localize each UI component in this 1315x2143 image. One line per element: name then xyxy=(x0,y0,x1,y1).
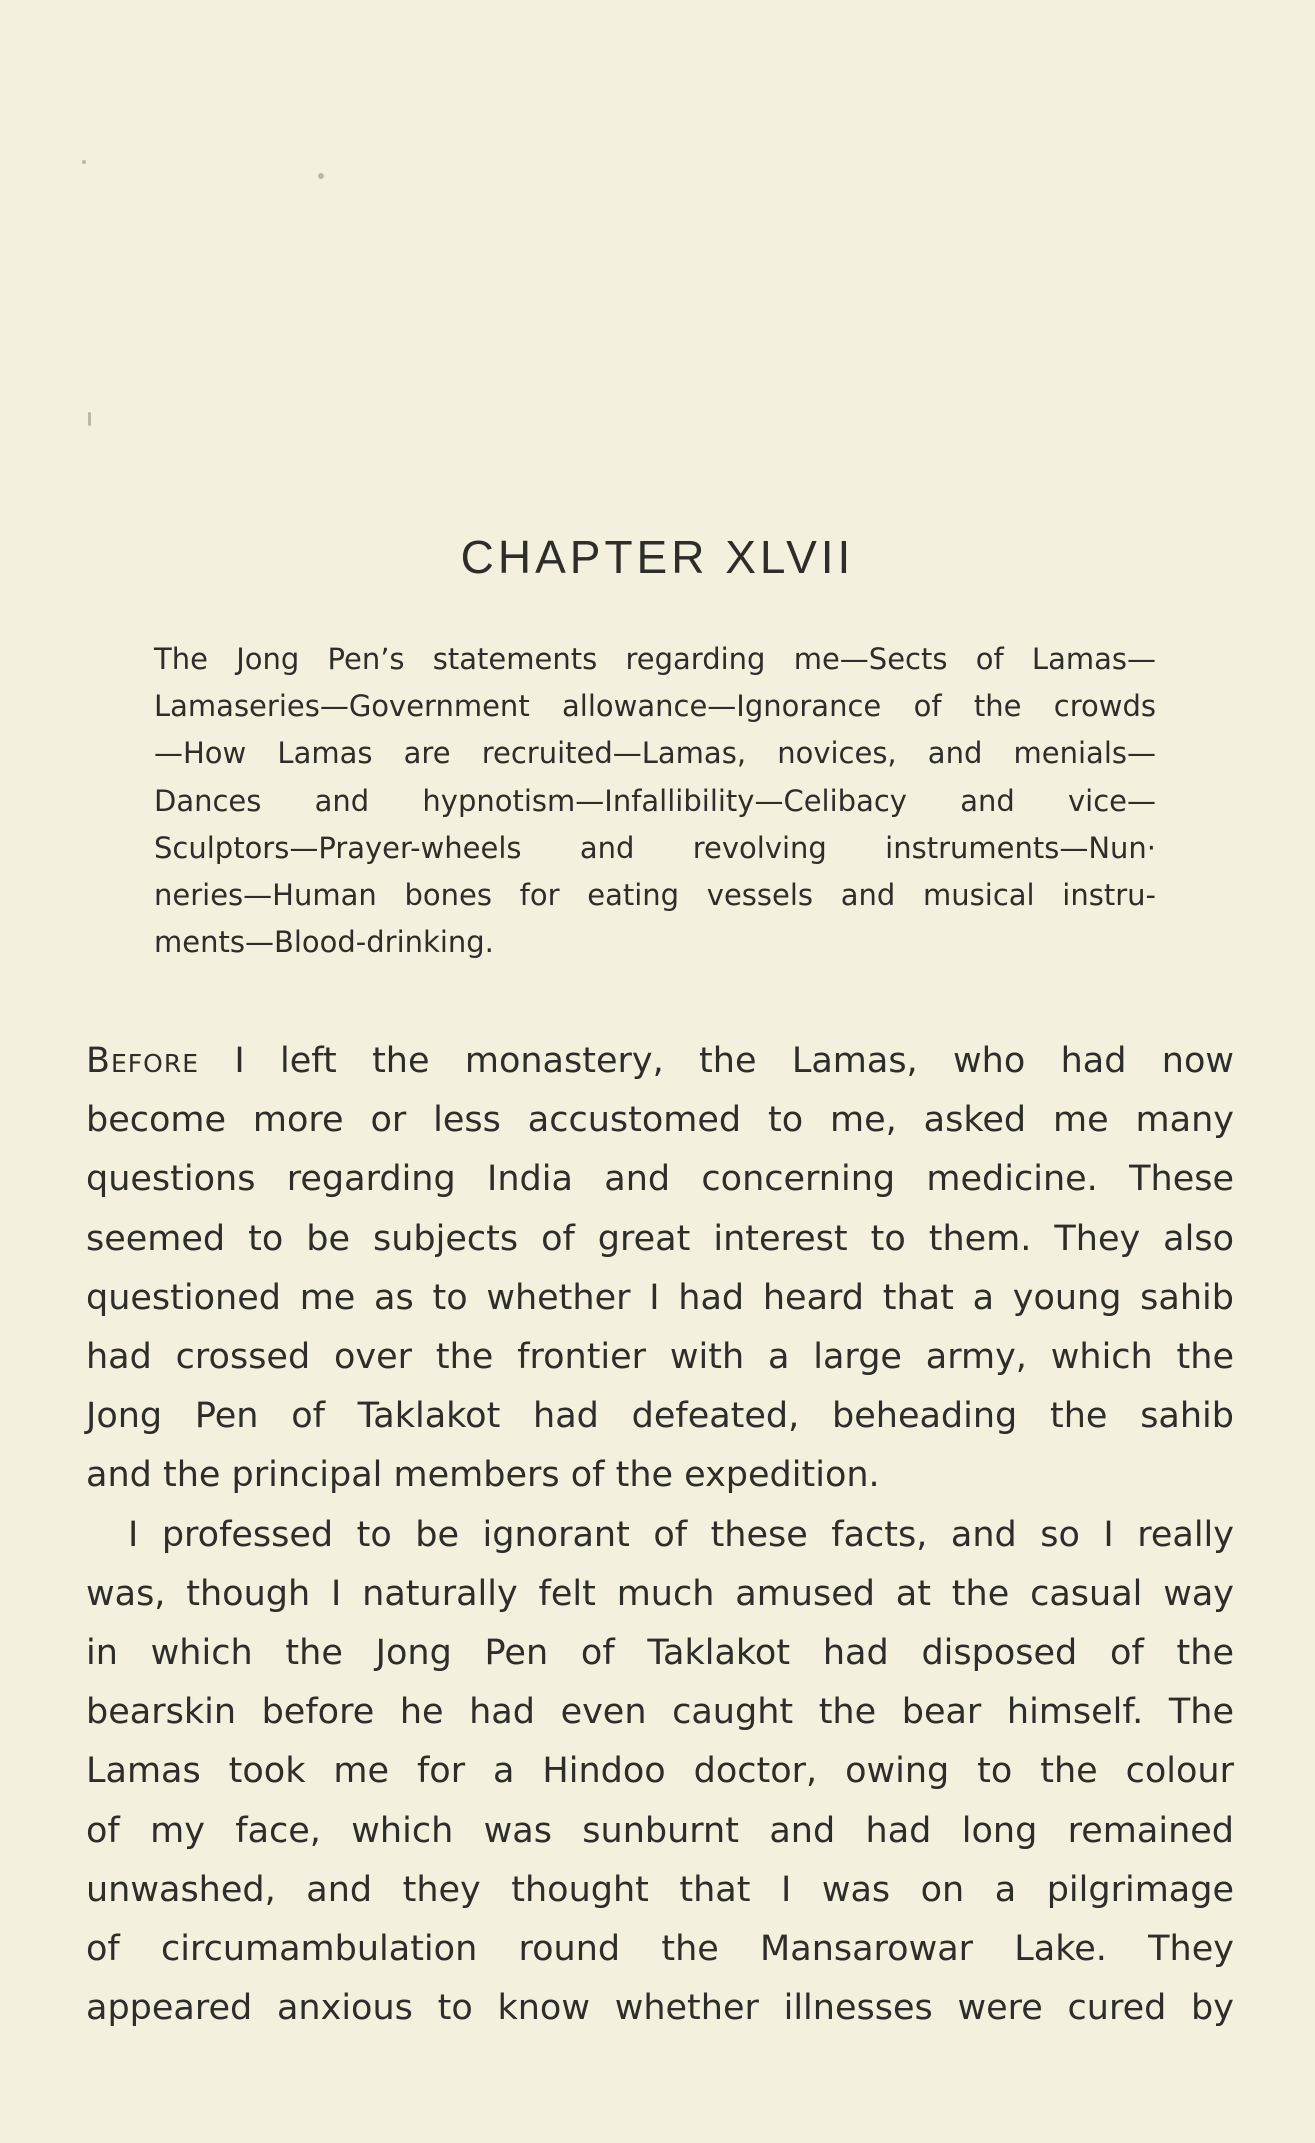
body-line: questioned me as to whether I had heard that a young sahib xyxy=(86,1277,1234,1318)
paragraph-2 xyxy=(86,1506,1234,2039)
first-line-rest: I left the monastery, the Lamas, who had now xyxy=(199,1041,1234,1081)
synopsis-line: Dances and hypnotism—Infallibility—Celibacy and vice— xyxy=(154,783,1156,818)
body-line: become more or less accustomed to me, asked me many xyxy=(86,1100,1234,1141)
paragraph-1 xyxy=(86,1032,1234,1506)
body-line: I professed to be ignorant of these facts, and so I really xyxy=(128,1514,1234,1555)
body-line: and the principal members of the expedition. xyxy=(86,1455,880,1496)
body-line: seemed to be subjects of great interest to them. They also xyxy=(86,1218,1234,1259)
body-line xyxy=(86,1032,1234,1091)
chapter-title: CHAPTER XLVII xyxy=(460,531,855,583)
synopsis-line: neries—Human bones for eating vessels and musical instru- xyxy=(154,878,1156,913)
synopsis-line: The Jong Pen’s statements regarding me—Sects of Lamas— xyxy=(154,642,1156,676)
paper-speck xyxy=(82,160,86,164)
synopsis-line: —How Lamas are recruited—Lamas, novices, and menials— xyxy=(154,736,1156,771)
body-line: of my face, which was sunburnt and had long remained xyxy=(86,1810,1234,1851)
drop-word: Before xyxy=(86,1041,200,1081)
body-line: was, though I naturally felt much amused at the casual way xyxy=(86,1573,1234,1614)
paper-speck xyxy=(88,412,91,426)
synopsis-line: Sculptors—Prayer-wheels and revolving instruments—Nun· xyxy=(154,830,1156,865)
body-line: had crossed over the frontier with a large army, which the xyxy=(86,1337,1234,1378)
body-text xyxy=(86,1032,1234,2038)
body-line: in which the Jong Pen of Taklakot had disposed of the xyxy=(86,1633,1234,1674)
synopsis-line: Lamaseries—Government allowance—Ignorance of the crowds xyxy=(154,689,1156,724)
body-line: appeared anxious to know whether illnesses were cured by xyxy=(86,1988,1234,2029)
chapter-synopsis xyxy=(154,636,1156,966)
body-line: Lamas took me for a Hindoo doctor, owing to the colour xyxy=(86,1751,1234,1792)
body-line: of circumambulation round the Mansarowar Lake. They xyxy=(86,1929,1234,1970)
body-line: unwashed, and they thought that I was on a pilgrimage xyxy=(86,1869,1234,1910)
synopsis-line: ments—Blood-drinking. xyxy=(154,925,494,960)
body-line: bearskin before he had even caught the bear himself. The xyxy=(86,1692,1234,1733)
body-line: questions regarding India and concerning medicine. These xyxy=(86,1159,1234,1200)
paper-speck xyxy=(318,173,324,179)
body-line: Jong Pen of Taklakot had defeated, beheading the sahib xyxy=(86,1396,1234,1437)
